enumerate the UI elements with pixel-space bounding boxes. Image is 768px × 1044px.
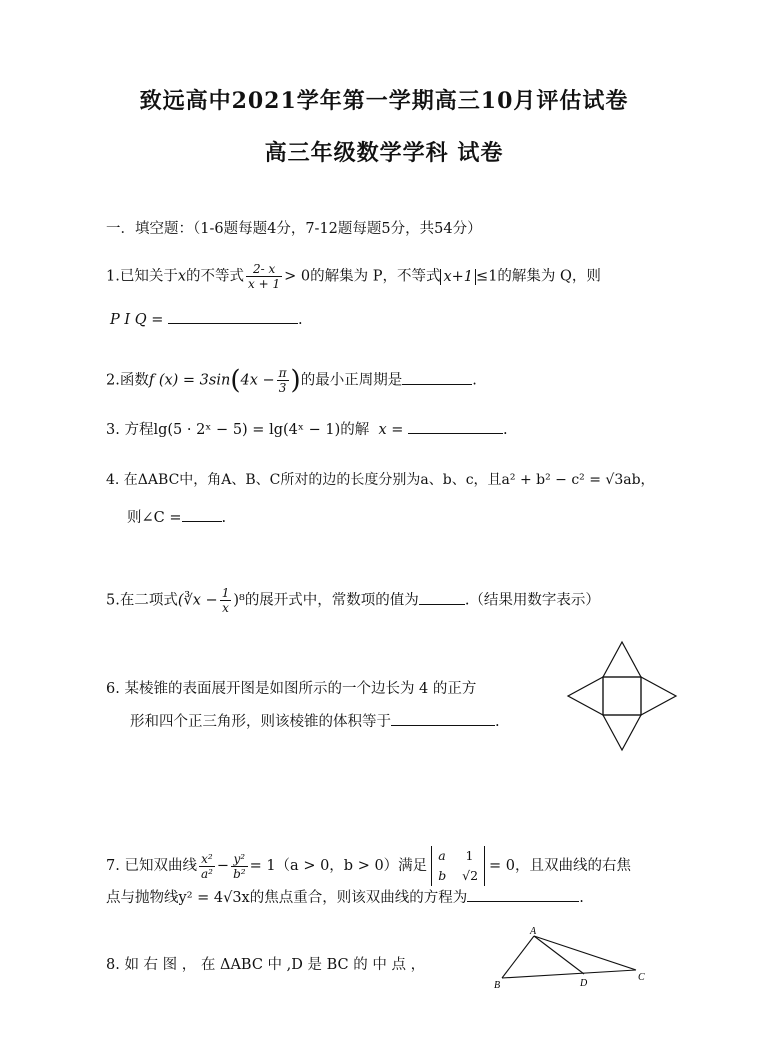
- edge-bc: [502, 970, 636, 978]
- q2-tail: 的最小正周期是: [300, 372, 403, 389]
- q5-answer-blank: [419, 590, 465, 605]
- question-4-line2: [127, 507, 226, 528]
- question-3: [106, 419, 508, 440]
- q4-answer-blank: [182, 507, 222, 522]
- q2-lead: 2.函数: [106, 372, 149, 389]
- q2-frac-den: 3: [278, 381, 287, 395]
- q7-det-r2: √2: [462, 868, 479, 883]
- q5-expr-a: (∛x −: [177, 592, 218, 609]
- q7-lead: 7. 已知双曲线: [106, 858, 197, 874]
- q1-frac-den: x + 1: [248, 277, 281, 291]
- edge-ab: [502, 936, 534, 978]
- question-7-line2: [106, 887, 584, 908]
- q7-fraction-2: [231, 852, 248, 881]
- vertex-label-d: D: [580, 978, 588, 989]
- q1-abs-expr: x+1: [440, 269, 476, 285]
- question-7-line1: [106, 846, 631, 886]
- q1-answer-blank: [168, 309, 298, 324]
- q3-answer-blank: [408, 419, 503, 434]
- q2-end: .: [472, 372, 477, 389]
- question-2: [106, 366, 477, 395]
- question-1: [106, 262, 601, 291]
- q1-var: x: [177, 268, 187, 285]
- q2-paren-a: 4x −: [240, 372, 275, 389]
- vertex-label-a: A: [530, 926, 537, 937]
- q2-expr: f (x) = 3sin: [148, 372, 231, 389]
- q7-f1-den: a²: [200, 866, 213, 881]
- q7-det-b: b: [438, 868, 447, 883]
- q7-fraction-1: [199, 852, 215, 881]
- q5-lead: 5.在二项式: [106, 592, 178, 609]
- vertex-label-b: B: [494, 980, 501, 991]
- exam-title: 致远高中2021学年第一学期高三10月评估试卷: [139, 88, 629, 114]
- q1-line2-expr: P I Q =: [110, 312, 164, 328]
- q5-frac-den: x: [222, 601, 229, 615]
- q1-tail: ≤1的解集为 Q，则: [476, 268, 601, 285]
- q6-answer-blank: [391, 711, 495, 726]
- q3-var: x =: [378, 422, 404, 438]
- question-6-line2: [130, 711, 500, 732]
- net-triangle-bottom: [603, 715, 641, 750]
- q2-paren-close: ): [290, 365, 301, 396]
- q4-end: .: [221, 510, 227, 526]
- q7-minus: −: [216, 858, 230, 874]
- q5-expr-b: )⁸: [233, 592, 245, 609]
- net-square: [603, 677, 641, 715]
- q7-det-a: a: [438, 848, 446, 863]
- q5-frac-num: 1: [221, 586, 230, 600]
- q1-lead: 1.已知关于: [106, 268, 178, 285]
- section-heading: 一．填空题：（1-6题每题4分，7-12题每题5分，共54分）: [106, 221, 482, 237]
- triangle-abc-figure: [490, 928, 650, 992]
- q7-line2: 点与抛物线y² = 4√3x的焦点重合，则该双曲线的方程为: [106, 890, 468, 906]
- exam-subtitle: 高三年级数学学科 试卷: [264, 140, 504, 166]
- q1-end: .: [297, 312, 303, 328]
- q7-f2-num: y²: [231, 852, 248, 867]
- net-triangle-left: [568, 677, 603, 715]
- q3-expr: lg(5 · 2ˣ − 5) = lg(4ˣ − 1): [153, 422, 341, 438]
- q7-answer-blank: [467, 887, 579, 902]
- q3-lead: 3. 方程: [106, 422, 154, 438]
- q7-f2-den: b²: [233, 866, 246, 881]
- q1-frac-num: 2- x: [246, 262, 282, 277]
- q5-fraction: [220, 586, 232, 615]
- q1-fraction: [246, 262, 282, 291]
- q3-tail: 的解: [340, 422, 370, 438]
- q1-mid: 的不等式: [186, 268, 245, 285]
- net-triangle-right: [641, 677, 676, 715]
- q7-tail: = 0，且双曲线的右焦: [489, 858, 632, 874]
- q2-frac-num: π: [278, 366, 287, 380]
- q2-answer-blank: [402, 370, 472, 385]
- edge-ac: [534, 936, 636, 970]
- q5-end: .（结果用数字表示）: [464, 592, 600, 609]
- q7-end: .: [579, 890, 584, 906]
- q7-determinant: [431, 846, 485, 886]
- question-8: 8. 如 右 图 ， 在 ΔABC 中 ,D 是 BC 的 中 点 ，: [106, 957, 426, 973]
- q2-paren-open: (: [230, 365, 241, 396]
- q6-line2: 形和四个正三角形，则该棱锥的体积等于: [130, 714, 391, 730]
- net-triangle-top: [603, 642, 641, 677]
- q7-eq: = 1（a > 0，b > 0）满足: [249, 858, 428, 874]
- q4-line2-lead: 则∠C =: [127, 510, 182, 526]
- question-4-line1: 4. 在ΔABC中，角A、B、C所对的边的长度分别为a、b、c，且a² + b² − c² = √3ab，: [106, 472, 655, 488]
- q7-f1-num: x²: [199, 852, 215, 867]
- q6-end: .: [495, 714, 500, 730]
- question-1-line2: [110, 309, 303, 330]
- question-6-line1: 6. 某棱锥的表面展开图是如图所示的一个边长为 4 的正方: [106, 681, 477, 697]
- q3-end: .: [503, 422, 508, 438]
- q7-det-1: 1: [465, 848, 474, 863]
- q5-tail: 的展开式中，常数项的值为: [244, 592, 419, 609]
- pyramid-net-figure: [566, 640, 678, 752]
- median-ad: [534, 936, 584, 974]
- question-5: [106, 586, 600, 615]
- vertex-label-c: C: [638, 972, 645, 983]
- q1-rest: > 0的解集为 P，不等式: [284, 268, 441, 285]
- q2-fraction: [277, 366, 289, 395]
